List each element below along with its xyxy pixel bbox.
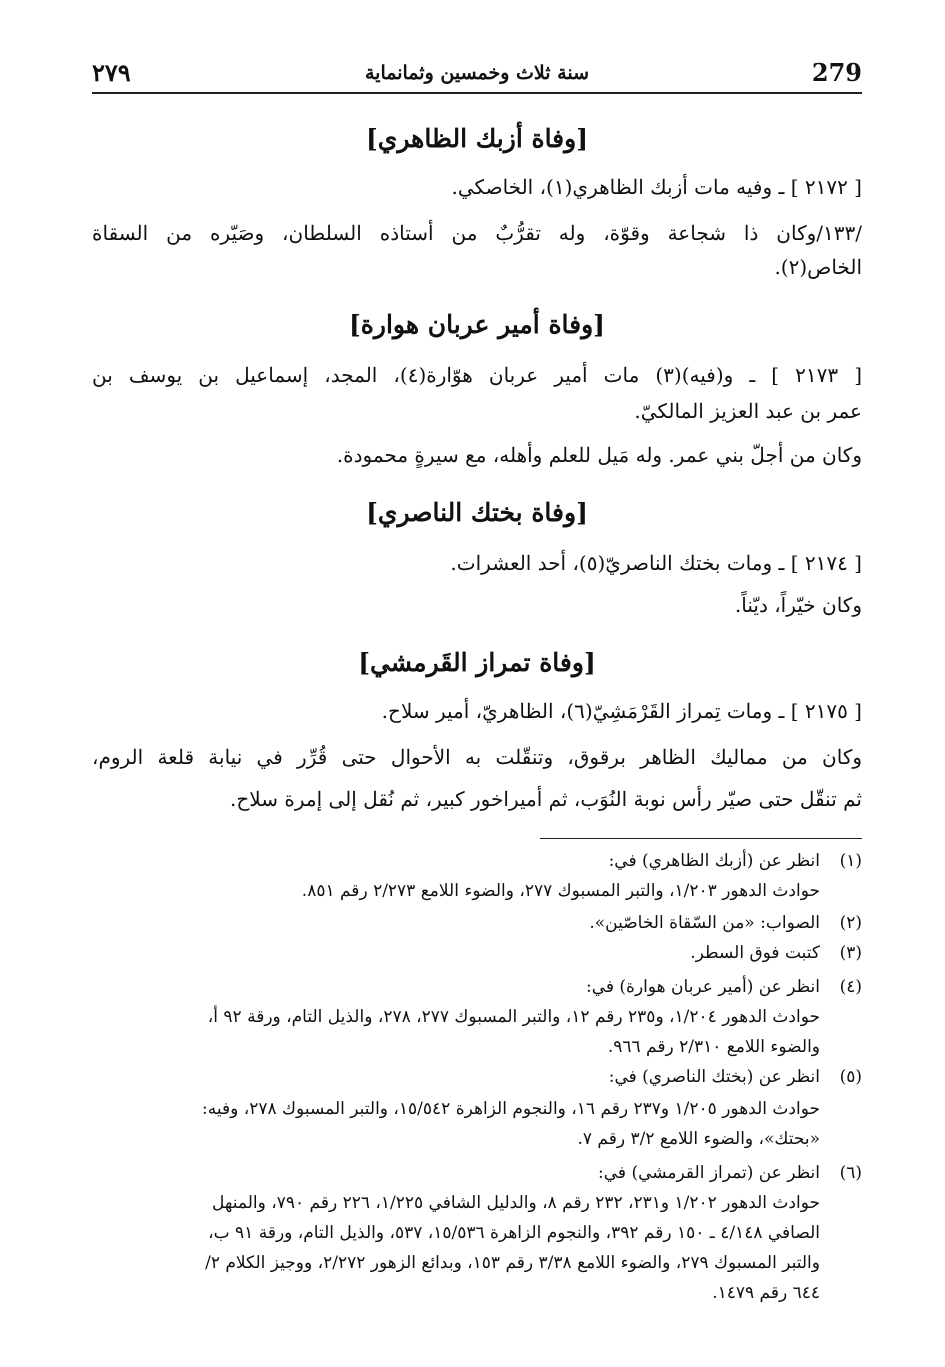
section-heading: [وفاة أزبك الظاهري] xyxy=(365,124,589,153)
footnote-text: الصافي ٤/١٤٨ ـ ١٥٠ رقم ٣٩٢، والنجوم الزاهرة ١٥/٥٣٦، ٥٣٧، والذيل التام، ورقة ٩١ ب، xyxy=(208,1223,820,1243)
footnote-line xyxy=(92,1280,862,1306)
footnote-line xyxy=(92,1064,862,1090)
entry-line: وكان من أجلّ بني عمر. وله مَيل للعلم وأهله، مع سيرةٍ محمودة. xyxy=(336,443,862,467)
page-number-arabic: ٢٧٩ xyxy=(92,58,131,87)
footnote-text: والضوء اللامع ٢/٣١٠ رقم ٩٦٦. xyxy=(607,1037,820,1057)
footnote-line xyxy=(92,1220,862,1246)
entry-line: [ ٢١٧٣ ] ـ و(فيه)(٣) مات أمير عربان هوّارة(٤)، المجد، إسماعيل بن يوسف بن xyxy=(92,363,863,387)
footnote-line xyxy=(92,1250,862,1276)
footnote-marker: (٣) xyxy=(839,943,862,963)
footnote-text: الصواب: «من السّقاة الخاصّين». xyxy=(589,913,820,933)
section-heading: [وفاة بختك الناصري] xyxy=(366,498,588,527)
footnote-text: انظر عن (أمير عربان هوارة) في: xyxy=(585,977,820,997)
footnote-text: انظر عن (بختك الناصري) في: xyxy=(608,1067,820,1087)
footnote-line xyxy=(92,1160,862,1186)
footnote-text: انظر عن (تمراز القرمشي) في: xyxy=(598,1163,820,1183)
entry-line: الخاص(٢). xyxy=(774,255,862,279)
footnote-marker: (٤) xyxy=(839,977,862,997)
footnote-divider xyxy=(540,838,862,839)
footnote-line xyxy=(92,1004,862,1030)
footnote-marker: (٦) xyxy=(839,1163,862,1183)
footnote-text: حوادث الدهور ١/٢٠٤، و٢٣٥ رقم ١٢، والتبر المسبوك ٢٧٧، ٢٧٨، والذيل التام، ورقة ٩٢ أ، xyxy=(207,1007,820,1027)
footnote-line xyxy=(92,1034,862,1060)
footnote-marker: (١) xyxy=(839,851,862,871)
footnote-line xyxy=(92,1190,862,1216)
footnote-text: «بحتك»، والضوء اللامع ٣/٢ رقم ٧. xyxy=(577,1129,820,1149)
entry-line: وكان من مماليك الظاهر برقوق، وتنقّلت به الأحوال حتى قُرِّر في نيابة قلعة الروم، xyxy=(92,745,862,769)
entry-line: [ ٢١٧٥ ] ـ ومات تِمراز القَرْمَشِيّ(٦)، الظاهريّ، أمير سلاح. xyxy=(381,699,862,723)
entry-line: [ ٢١٧٤ ] ـ ومات بختك الناصريّ(٥)، أحد العشرات. xyxy=(450,551,862,575)
entry-line: عمر بن عبد العزيز المالكيّ. xyxy=(634,399,862,423)
footnote-text: حوادث الدهور ١/٢٠٢ و٢٣١، ٢٣٢ رقم ٨، والدليل الشافي ١/٢٢٥، ٢٢٦ رقم ٧٩٠، والمنهل xyxy=(212,1193,820,1213)
entry-line: ثم تنقّل حتى صيّر رأس نوبة النُوَب، ثم أميراخور كبير، ثم نُقل إلى إمرة سلاح. xyxy=(230,787,862,811)
footnote-line xyxy=(92,878,862,904)
footnote-marker: (٢) xyxy=(839,913,862,933)
section-heading: [وفاة أمير عربان هوارة] xyxy=(348,310,606,339)
footnote-text: حوادث الدهور ١/٢٠٣، والتبر المسبوك ٢٧٧، والضوء اللامع ٢/٢٧٣ رقم ٨٥١. xyxy=(301,881,820,901)
entry-line: [ ٢١٧٢ ] ـ وفيه مات أزبك الظاهري(١)، الخاصكي. xyxy=(451,175,862,199)
entry-line: وكان خيّراً، ديّناً. xyxy=(734,593,862,617)
footnote-text: كتبت فوق السطر. xyxy=(690,943,820,963)
footnote-line xyxy=(92,940,862,966)
footnote-text: والتبر المسبوك ٢٧٩، والضوء اللامع ٣/٣٨ رقم ١٥٣، وبدائع الزهور ٢/٢٧٢، ووجيز الكلام ٢/ xyxy=(205,1253,820,1273)
footnote-text: انظر عن (أزبك الظاهري) في: xyxy=(608,851,820,871)
footnote-line xyxy=(92,910,862,936)
footnote-text: حوادث الدهور ١/٢٠٥ و٢٣٧ رقم ١٦، والنجوم الزاهرة ١٥/٥٤٢، والتبر المسبوك ٢٧٨، وفيه: xyxy=(202,1099,820,1119)
section-heading: [وفاة تمراز القَرمشي] xyxy=(358,648,596,677)
footnote-line xyxy=(92,848,862,874)
entry-line: /١٣٣/وكان ذا شجاعة وقوّة، وله تقرُّبٌ من أستاذه السلطان، وصَيّره من السقاة xyxy=(92,221,862,245)
footnote-line xyxy=(92,1126,862,1152)
page-header xyxy=(92,56,862,94)
page-number-latin: 279 xyxy=(811,58,862,87)
footnote-line xyxy=(92,974,862,1000)
footnote-marker: (٥) xyxy=(839,1067,862,1087)
running-title: سنة ثلاث وخمسين وثمانماية xyxy=(364,62,590,84)
footnote-text: ٦٤٤ رقم ١٤٧٩. xyxy=(712,1283,820,1303)
footnote-line xyxy=(92,1096,862,1122)
